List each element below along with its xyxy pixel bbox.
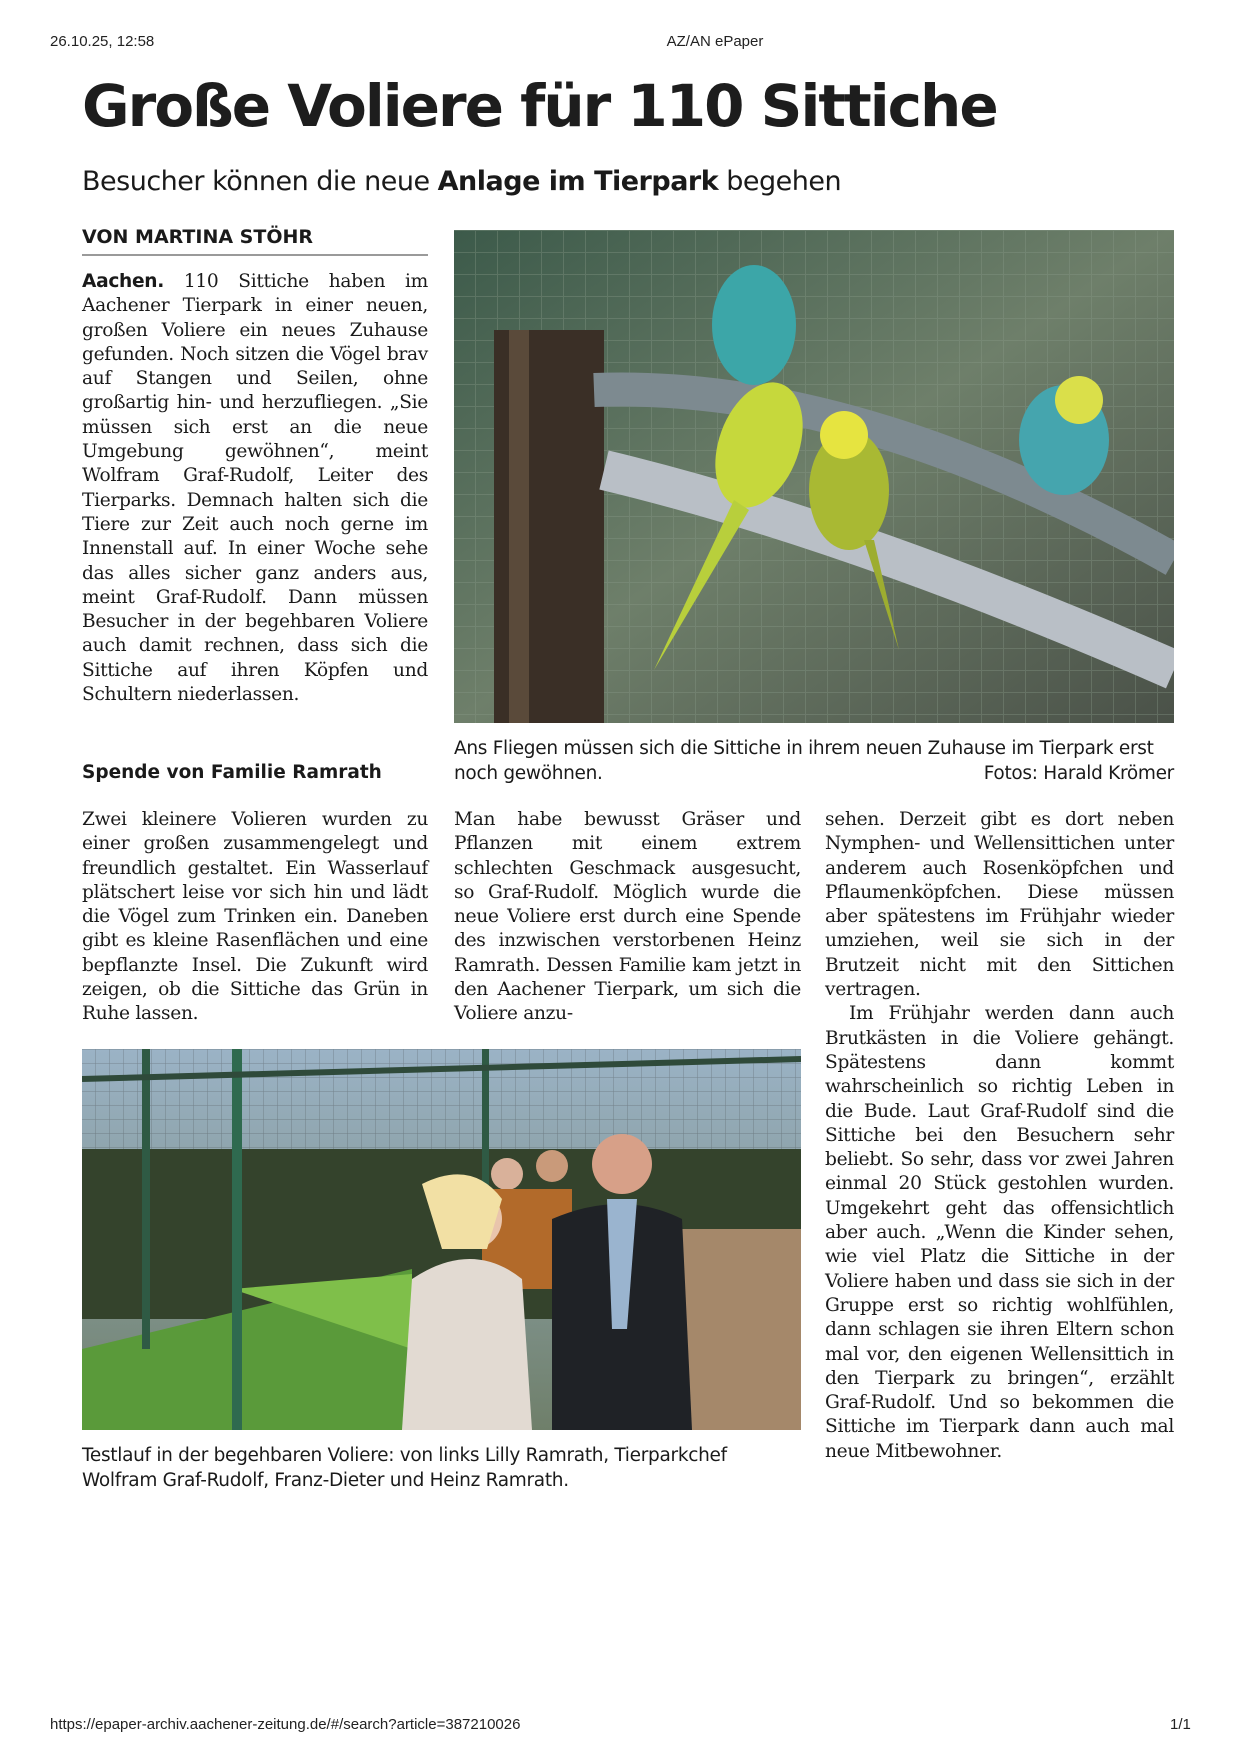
budgies-photo — [454, 230, 1174, 723]
photo-credit: Fotos: Harald Krömer — [983, 763, 1174, 784]
page-number: 1/1 — [1170, 1716, 1191, 1733]
intro-paragraph — [82, 270, 428, 707]
print-title: AZ/AN ePaper — [666, 33, 764, 50]
article-subtitle — [82, 166, 841, 197]
subtitle-bold: Anlage im Tierpark — [437, 166, 719, 197]
column-3-text — [825, 808, 1174, 1464]
intro-text: 110 Sittiche haben im Aachener Tierpark in einer neuen, großen Voliere ein neues Zuhause gefunden. Noch sitzen die Vögel brav auf Stangen und Seilen, ohne großartig hin- und herzufliegen. „Sie müssen sich erst an die neue Umgebung gewöhnen“, meint Wolfram Graf-Rudolf, Leiter des Tierparks. Demnach halten sich die Tiere zur Zeit auch noch gerne im Innenstall auf. In einer Woche sehe das alles sicher ganz anders aus, meint Graf-Rudolf. Dann müssen Besucher in der begehbaren Voliere auch damit rechnen, dass sich die Sittiche auf ihren Köpfen und Schultern niederlassen. — [82, 271, 428, 706]
column-3-paragraph-2: Im Frühjahr werden dann auch Brutkästen in die Voliere gehängt. Spätestens dann kommt wahrscheinlich so richtig Leben in die Bude. Laut Graf-Rudolf sind die Sittiche bei den Besuchern sehr beliebt. So sehr, dass vor zwei Jahren einmal 20 Stück gestohlen wurden. Umgekehrt geht das offensichtlich aber auch. „Wenn die Kinder sehen, wie viel Platz die Sittiche in der Voliere haben und dass sie sich in der Gruppe erst so richtig wohlfühlen, dann schlagen sie ihren Eltern schon mal vor, den eigenen Wellensittich in den Tierpark zu bringen“, erzählt Graf-Rudolf. Und so bekommen die Sittiche im Tierpark dann auch mal neue Mitbewohner. — [825, 1003, 1174, 1462]
subtitle-end: begehen — [718, 166, 842, 197]
print-datetime: 26.10.25, 12:58 — [50, 33, 155, 50]
article-url: https://epaper-archiv.aachener-zeitung.de/#/search?article=387210026 — [50, 1716, 521, 1733]
column-3-paragraph-1: sehen. Derzeit gibt es dort neben Nymphen- und Wellensittichen unter anderem auch Rosenköpfchen und Pflaumenköpfchen. Diese müssen aber spätestens im Frühjahr wieder umziehen, weil sie sich in der Brutzeit nicht mit den Sittichen vertragen. — [825, 809, 1174, 1001]
subheading: Spende von Familie Ramrath — [82, 762, 382, 783]
subtitle-text: Besucher können die neue — [82, 166, 438, 197]
aviary-group-photo — [82, 1049, 801, 1430]
column-2-text: Man habe bewusst Gräser und Pflanzen mit einem extrem schlechten Geschmack ausgesucht, so Graf-Rudolf. Möglich wurde die neue Voliere erst durch eine Spende des inzwischen verstorbenen Heinz Ramrath. Dessen Familie kam jetzt in den Aachener Tierpark, um sich die Voliere anzu- — [454, 809, 801, 1025]
byline: VON MARTINA STÖHR — [82, 226, 428, 256]
photo2-caption: Testlauf in der begehbaren Voliere: von links Lilly Ramrath, Tierparkchef Wolfram Graf-Rudolf, Franz-Dieter und Heinz Ramrath. — [82, 1445, 727, 1491]
photo1-caption-text: Ans Fliegen müssen sich die Sittiche in ihrem neuen Zuhause im Tierpark erst noch gewöhnen. — [454, 738, 1154, 784]
photo1-caption — [454, 736, 1174, 786]
dateline: Aachen. — [82, 271, 165, 292]
column-1-text: Zwei kleinere Volieren wurden zu einer großen zusammengelegt und freundlich gestaltet. Ein Wasserlauf plätschert leise vor sich hin und lädt die Vögel zum Trinken ein. Daneben gibt es kleine Rasenflächen und eine bepflanzte Insel. Die Zukunft wird zeigen, ob die Sittiche das Grün in Ruhe lassen. — [82, 809, 428, 1025]
article-title: Große Voliere für 110 Sittiche — [82, 72, 997, 140]
